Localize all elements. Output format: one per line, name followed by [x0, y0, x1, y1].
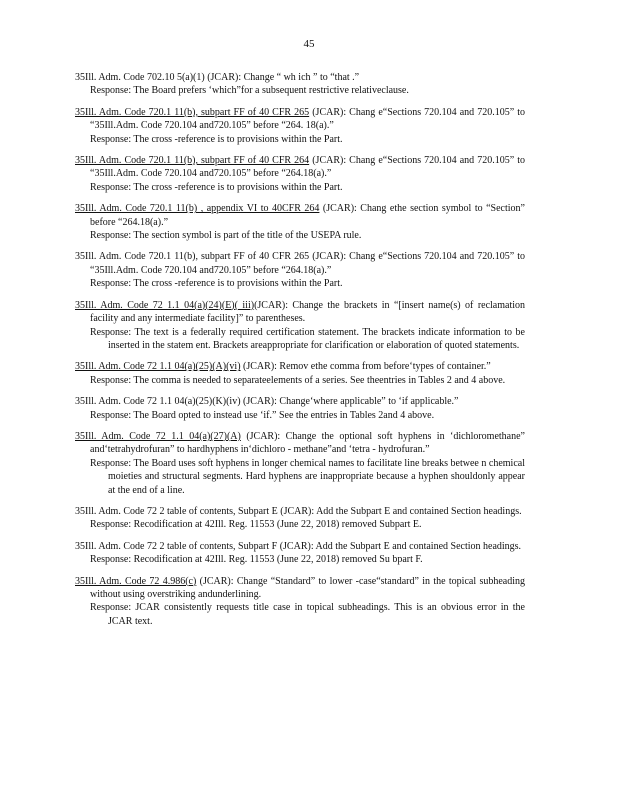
board-response: Response: The text is a federally required certification statement. The brackets indicate information to be inserted in the statem ent. Brackets areappropriate for clarification or elaboration of quoted statements. — [90, 326, 525, 351]
citation-reference: 35Ill. Adm. Code 72 1.1 04(a)(25)(A)(vi) — [75, 361, 241, 373]
comment-entry — [75, 250, 525, 290]
comment-text — [75, 106, 525, 133]
board-response: Response: Recodification at 42Ill. Reg. 11553 (June 22, 2018) removed Subpart E. — [90, 519, 422, 531]
board-response: Response: The section symbol is part of the title of the USEPA rule. — [90, 230, 362, 242]
board-response: Response: The Board uses soft hyphens in longer chemical names to facilitate line breaks betwee n chemical moieties and structural segments. Hard hyphens are inappropriate because a hyphen shouldonly appear at the end of a line. — [90, 457, 525, 496]
board-response: Response: JCAR consistently requests title case in topical subheadings. This is an obvious error in the JCAR text. — [90, 602, 525, 627]
citation-reference: 35Ill. Adm. Code 720.1 11(b) , appendix VI to 40CFR 264 — [75, 203, 320, 215]
comment-text — [75, 154, 525, 181]
comment-entry — [75, 505, 525, 532]
comment-body: 35Ill. Adm. Code 72 1.1 04(a)(25)(K)(iv) (JCAR): Change‘where applicable” to ‘if applicable.” — [75, 396, 459, 408]
board-response: Response: Recodification at 42Ill. Reg. 11553 (June 22, 2018) removed Su bpart F. — [90, 554, 423, 566]
comment-text — [75, 505, 525, 518]
board-response: Response: The cross -reference is to provisions within the Part. — [90, 133, 343, 145]
board-response: Response: The cross -reference is to provisions within the Part. — [90, 278, 343, 290]
page-number: 45 — [303, 38, 315, 50]
comment-body: (JCAR): Change the optional soft hyphens in ‘dichloromethane” and‘tetrahydrofuran” to hardhyphens in‘dichloro - methane”and ‘tetra - hydrofuran.” — [90, 430, 525, 456]
comment-text — [75, 395, 525, 408]
comment-entry — [75, 540, 525, 567]
citation-reference: 35Ill. Adm. Code 72 1.1 04(a)(27)(A) — [75, 430, 241, 442]
comment-list — [75, 71, 525, 636]
comment-body: (JCAR): Remov ethe comma from before‘types of container.” — [240, 361, 491, 373]
comment-body: (JCAR): Chang ethe section symbol to “Section” before “264.18(a).” — [90, 203, 525, 228]
comment-text — [75, 430, 525, 457]
comment-body: (JCAR): Change “Standard” to lower -case“standard” in the topical subheading without using overstriking andunderlining. — [90, 575, 525, 600]
comment-entry — [75, 299, 525, 353]
comment-entry — [75, 360, 525, 387]
comment-text — [75, 250, 525, 277]
comment-entry — [75, 154, 525, 194]
comment-body: 35Ill. Adm. Code 72 2 table of contents, Subpart E (JCAR): Add the Subpart E and contained Section headings. — [75, 505, 522, 517]
comment-entry — [75, 430, 525, 497]
comment-text — [75, 575, 525, 602]
citation-reference: 35Ill. Adm. Code 720.1 11(b), subpart FF of 40 CFR 265 — [75, 106, 310, 118]
comment-body: 35Ill. Adm. Code 72 2 table of contents, Subpart F (JCAR): Add the Subpart E and contained Section headings. — [75, 540, 522, 552]
comment-entry — [75, 106, 525, 146]
comment-entry — [75, 202, 525, 242]
comment-text — [75, 299, 525, 326]
comment-body: (JCAR): Chang e“Sections 720.104 and 720.105” to “35Ill.Adm. Code 720.104 and720.105” before “264. 18(a).” — [90, 106, 526, 132]
comment-body: 35Ill. Adm. Code 720.1 11(b), subpart FF of 40 CFR 265 (JCAR): Chang e“Sections 720.104 and 720.105” to “35Ill.Adm. Code 720.104 and720.105” before “264.18(a).” — [75, 251, 525, 276]
comment-text — [75, 202, 525, 229]
comment-body: 35Ill. Adm. Code 702.10 5(a)(1) (JCAR): Change “ wh ich ” to “that .” — [75, 72, 360, 83]
board-response: Response: The Board opted to instead use ‘if.” See the entries in Tables 2and 4 above. — [90, 409, 435, 421]
comment-text — [75, 71, 525, 84]
comment-entry — [75, 395, 525, 422]
comment-body: (JCAR): Change the brackets in “[insert name(s) of reclamation facility and any intermediate facility]” to parentheses. — [90, 299, 526, 325]
comment-entry — [75, 575, 525, 629]
board-response: Response: The Board prefers ‘which”for a subsequent restrictive relativeclause. — [90, 85, 409, 97]
comment-text — [75, 360, 525, 373]
comment-text — [75, 540, 525, 553]
comment-entry — [75, 71, 525, 98]
citation-reference: 35Ill. Adm. Code 72 4.986(c) — [75, 575, 197, 587]
citation-reference: 35Ill. Adm. Code 72 1.1 04(a)(24)(E)( iii) — [75, 299, 255, 311]
citation-reference: 35Ill. Adm. Code 720.1 11(b), subpart FF of 40 CFR 264 — [75, 155, 310, 167]
comment-body: (JCAR): Chang e“Sections 720.104 and 720.105” to “35Ill.Adm. Code 720.104 and720.105” before “264.18(a).” — [90, 155, 526, 180]
board-response: Response: The comma is needed to separateelements of a series. See theentries in Tables 2 and 4 above. — [90, 374, 506, 386]
board-response: Response: The cross -reference is to provisions within the Part. — [90, 181, 343, 193]
